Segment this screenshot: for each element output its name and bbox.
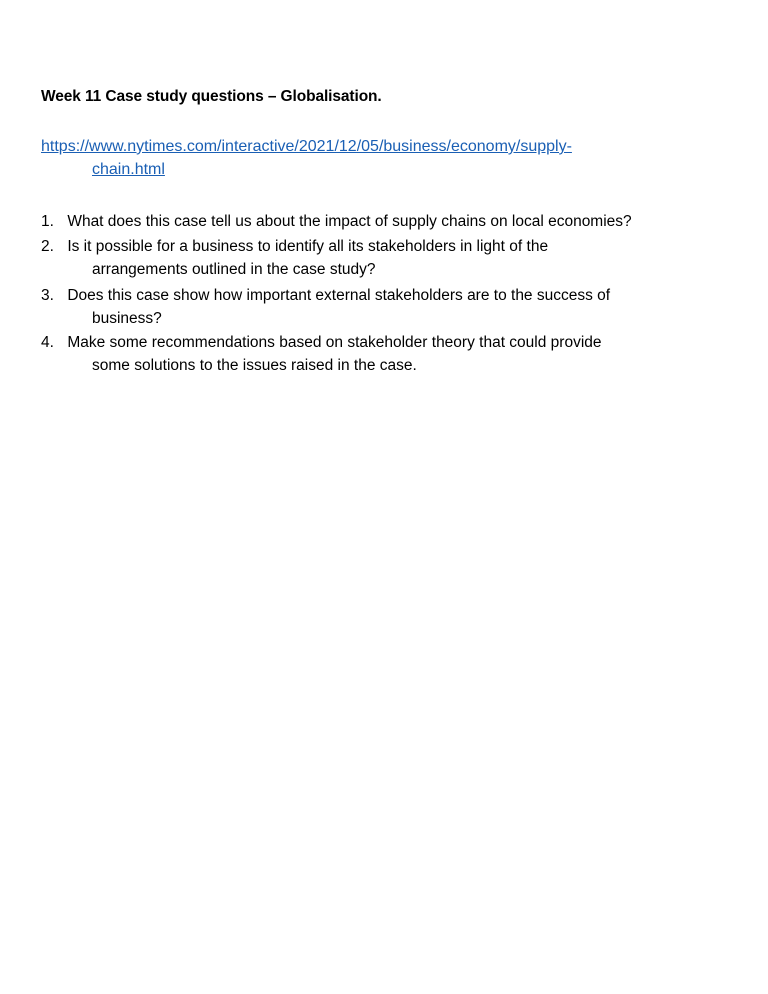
question-item-3 [41, 284, 610, 330]
question-item-4 [41, 331, 602, 377]
document-title: Week 11 Case study questions – Globalisation. [41, 88, 382, 105]
question-item-2 [41, 235, 548, 281]
question-number: 2. [41, 238, 54, 255]
question-item-1 [41, 210, 632, 233]
article-link-line-1[interactable]: https://www.nytimes.com/interactive/2021/12/05/business/economy/supply- [41, 138, 572, 155]
question-number: 3. [41, 287, 54, 304]
article-link[interactable] [41, 135, 641, 181]
question-text: Does this case show how important external stakeholders are to the success of [67, 287, 611, 304]
question-text: What does this case tell us about the impact of supply chains on local economies? [67, 213, 632, 230]
question-number: 1. [41, 213, 54, 230]
question-text-continued: some solutions to the issues raised in the case. [92, 357, 417, 374]
question-number: 4. [41, 334, 54, 351]
question-text-continued: business? [92, 310, 162, 327]
article-link-line-2[interactable]: chain.html [92, 161, 165, 178]
question-text: Make some recommendations based on stakeholder theory that could provide [67, 334, 602, 351]
question-text: Is it possible for a business to identify all its stakeholders in light of the [67, 238, 549, 255]
question-text-continued: arrangements outlined in the case study? [92, 261, 376, 278]
